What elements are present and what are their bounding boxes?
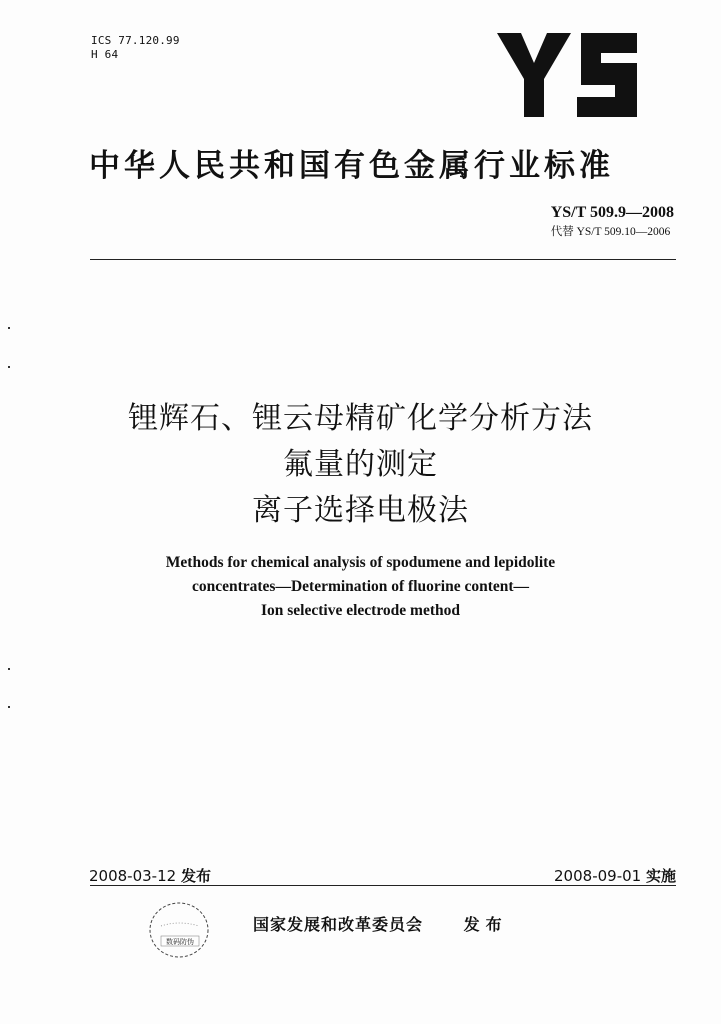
issue-date <box>89 865 211 886</box>
ys-logo <box>497 33 637 117</box>
standard-number-block <box>551 204 674 239</box>
ics-code: ICS 77.120.99 <box>91 34 180 47</box>
title-line-2: 氟量的测定 <box>283 447 438 482</box>
anti-counterfeit-seal <box>147 900 211 960</box>
implementation-date <box>554 865 676 886</box>
scan-speck <box>8 327 10 329</box>
impl-date-value: 2008-09-01 <box>554 867 642 885</box>
footer-divider <box>90 885 676 886</box>
svg-text:数码防伪: 数码防伪 <box>166 938 194 946</box>
classification-codes <box>91 34 180 62</box>
english-title-line-3: Ion selective electrode method <box>260 602 460 619</box>
title-line-3: 离子选择电极法 <box>252 493 469 528</box>
scan-speck <box>8 706 10 708</box>
english-title <box>0 551 721 623</box>
title-line-1: 锂辉石、锂云母精矿化学分析方法 <box>128 401 593 436</box>
impl-label: 实施 <box>645 867 676 885</box>
replaced-standard: 代替 YS/T 509.10—2006 <box>550 226 671 238</box>
scan-speck <box>8 668 10 670</box>
scan-speck <box>8 366 10 368</box>
standard-number: YS/T 509.9—2008 <box>550 204 674 221</box>
authority-name: 国家发展和改革委员会 <box>253 915 424 934</box>
publish-label: 发布 <box>463 915 508 934</box>
header-divider <box>90 259 676 260</box>
issue-date-value: 2008-03-12 <box>89 867 177 885</box>
issue-label: 发布 <box>180 867 211 885</box>
english-title-line-1: Methods for chemical analysis of spodumene and lepidolite <box>165 554 556 571</box>
ccs-code: H 64 <box>91 48 119 61</box>
issuing-authority <box>253 912 508 935</box>
chinese-title <box>0 396 721 534</box>
organization-title: 中华人民共和国有色金属行业标准 <box>89 148 614 184</box>
english-title-line-2: concentrates—Determination of fluorine content— <box>191 578 530 595</box>
